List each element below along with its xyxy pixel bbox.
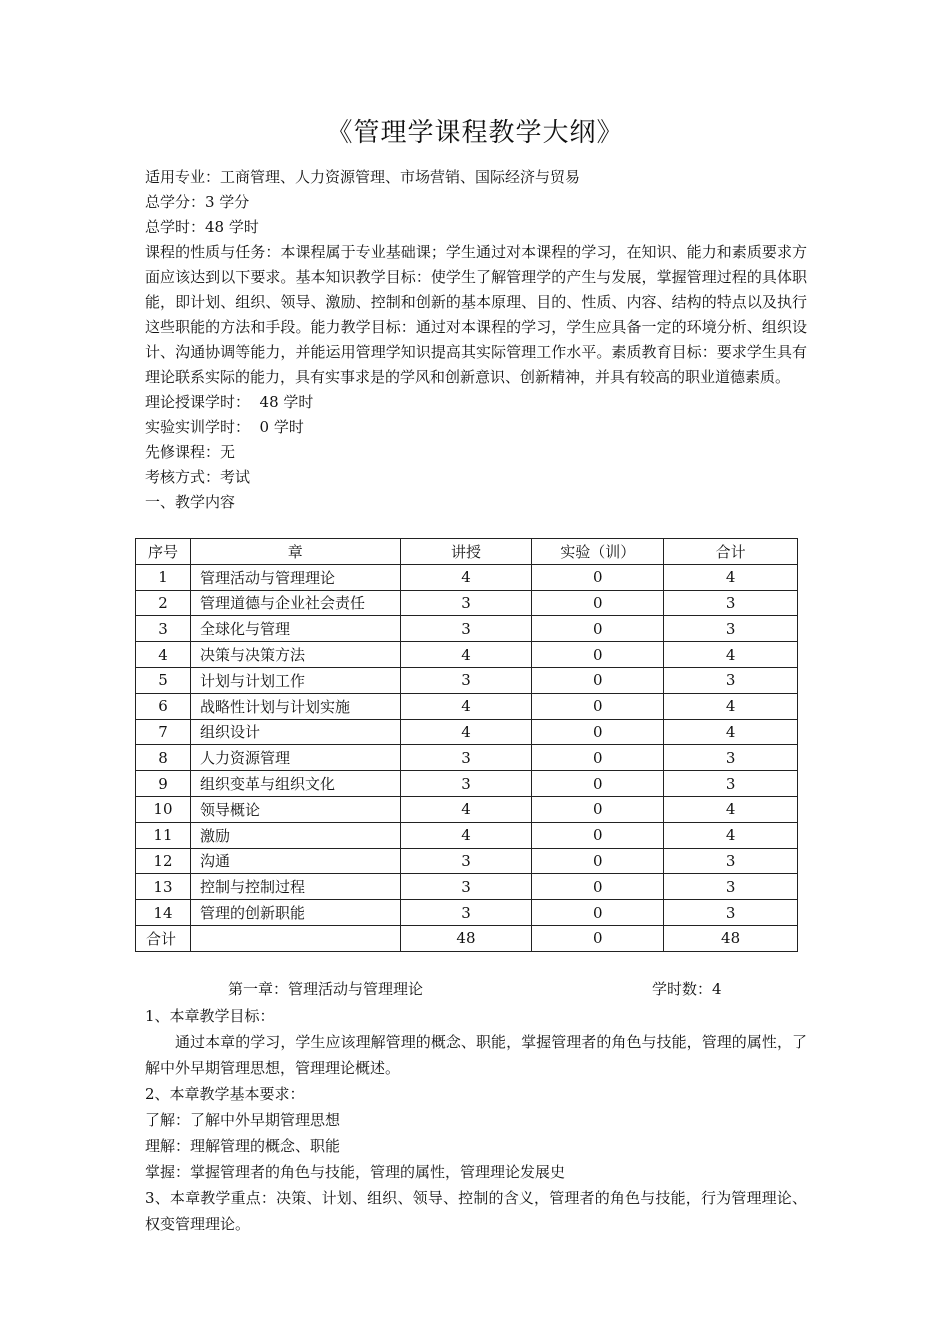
requirement-master: 掌握：掌握管理者的角色与技能，管理的属性，管理理论发展史 [145,1163,566,1181]
row-lab: 0 [532,564,664,590]
table-row [136,848,798,874]
table-total-row [136,925,798,951]
row-index: 4 [136,642,191,668]
row-total: 3 [664,874,798,900]
row-index: 1 [136,564,191,590]
row-chapter: 全球化与管理 [190,616,400,642]
row-lecture: 3 [400,848,532,874]
table-row [136,771,798,797]
table-row [136,642,798,668]
row-total: 4 [664,642,798,668]
row-lab: 0 [532,642,664,668]
row-lecture: 3 [400,771,532,797]
requirement-understand: 理解：理解管理的概念、职能 [145,1137,341,1155]
row-lecture: 3 [400,590,532,616]
row-chapter: 计划与计划工作 [190,667,400,693]
row-total: 4 [664,693,798,719]
table-row [136,719,798,745]
row-index: 10 [136,796,191,822]
row-lecture: 3 [400,745,532,771]
table-row [136,745,798,771]
row-total: 3 [664,900,798,926]
row-lab: 0 [532,796,664,822]
syllabus-table [135,538,798,952]
row-total: 4 [664,796,798,822]
table-row [136,822,798,848]
row-index: 13 [136,874,191,900]
row-index: 7 [136,719,191,745]
row-index: 2 [136,590,191,616]
table-row [136,667,798,693]
row-lecture: 4 [400,719,532,745]
goal-text: 通过本章的学习，学生应该理解管理的概念、职能，掌握管理者的角色与技能，管理的属性，了解中外早期管理思想，管理理论概述。 [145,1033,807,1077]
row-total: 3 [664,745,798,771]
row-lab: 0 [532,693,664,719]
row-chapter: 人力资源管理 [190,745,400,771]
row-index: 12 [136,848,191,874]
prerequisite: 先修课程：无 [145,443,236,461]
chapter-content [145,1003,807,1237]
row-lab: 0 [532,822,664,848]
applicable-major: 适用专业：工商管理、人力资源管理、市场营销、国际经济与贸易 [145,168,581,186]
row-lecture: 3 [400,667,532,693]
row-index: 8 [136,745,191,771]
table-row [136,874,798,900]
total-label: 合计 [136,925,191,951]
row-lab: 0 [532,719,664,745]
requirement-know: 了解：了解中外早期管理思想 [145,1111,341,1129]
row-lab: 0 [532,616,664,642]
row-chapter: 管理道德与企业社会责任 [190,590,400,616]
course-nature: 课程的性质与任务：本课程属于专业基础课；学生通过对本课程的学习，在知识、能力和素质要求方面应该达到以下要求。基本知识教学目标：使学生了解管理学的产生与发展，掌握管理过程的具体职能，即计划、组织、领导、激励、控制和创新的基本原理、目的、性质、内容、结构的特点以及执行这些职能的方法和手段。能力教学目标：通过对本课程的学习，学生应具备一定的环境分析、组织设计、沟通协调等能力，并能运用管理学知识提高其实际管理工作水平。素质教育目标：要求学生具有理论联系实际的能力，具有实事求是的学风和创新意识、创新精神，并具有较高的职业道德素质。 [145,243,807,386]
theory-hours: 理论授课学时： 48 学时 [145,393,314,411]
row-lab: 0 [532,900,664,926]
row-chapter: 管理活动与管理理论 [190,564,400,590]
row-chapter: 战略性计划与计划实施 [190,693,400,719]
row-chapter: 决策与决策方法 [190,642,400,668]
row-index: 3 [136,616,191,642]
requirements-heading: 2、本章教学基本要求： [145,1085,305,1103]
row-lecture: 4 [400,822,532,848]
total-lecture: 48 [400,925,532,951]
row-lab: 0 [532,874,664,900]
total-sum: 48 [664,925,798,951]
row-chapter: 管理的创新职能 [190,900,400,926]
row-lecture: 3 [400,616,532,642]
row-total: 3 [664,848,798,874]
total-lab: 0 [532,925,664,951]
row-index: 11 [136,822,191,848]
row-total: 4 [664,564,798,590]
row-chapter: 组织设计 [190,719,400,745]
row-chapter: 领导概论 [190,796,400,822]
row-lecture: 4 [400,642,532,668]
row-total: 4 [664,719,798,745]
row-lecture: 4 [400,796,532,822]
row-total: 4 [664,822,798,848]
assessment-method: 考核方式：考试 [145,468,251,486]
row-chapter: 组织变革与组织文化 [190,771,400,797]
row-lecture: 4 [400,564,532,590]
row-lecture: 4 [400,693,532,719]
row-lab: 0 [532,667,664,693]
table-row [136,693,798,719]
table-row [136,900,798,926]
chapter-title: 第一章：管理活动与管理理论 [228,980,424,998]
table-body [136,564,798,925]
row-lab: 0 [532,848,664,874]
col-header-chapter: 章 [190,539,400,565]
row-total: 3 [664,771,798,797]
col-header-lecture: 讲授 [400,539,532,565]
row-chapter: 激励 [190,822,400,848]
total-hours: 总学时：48 学时 [145,218,259,236]
key-points: 3、本章教学重点：决策、计划、组织、领导、控制的含义，管理者的角色与技能，行为管理理论、权变管理理论。 [145,1189,807,1233]
total-credits: 总学分：3 学分 [145,193,250,211]
table-row [136,564,798,590]
col-header-index: 序号 [136,539,191,565]
row-index: 14 [136,900,191,926]
row-total: 3 [664,667,798,693]
row-lecture: 3 [400,874,532,900]
row-lab: 0 [532,745,664,771]
table-row [136,796,798,822]
row-total: 3 [664,590,798,616]
row-lecture: 3 [400,900,532,926]
row-chapter: 沟通 [190,848,400,874]
row-index: 6 [136,693,191,719]
row-lab: 0 [532,771,664,797]
row-index: 9 [136,771,191,797]
goal-heading: 1、本章教学目标： [145,1007,275,1025]
document-title: 《管理学课程教学大纲》 [326,118,624,148]
table-header-row [136,539,798,565]
row-total: 3 [664,616,798,642]
table-row [136,590,798,616]
total-chapter-cell [190,925,400,951]
col-header-total: 合计 [664,539,798,565]
row-index: 5 [136,667,191,693]
col-header-lab: 实验（训） [532,539,664,565]
course-info [145,165,807,515]
row-lab: 0 [532,590,664,616]
table-row [136,616,798,642]
chapter-hours: 学时数：4 [652,980,722,998]
row-chapter: 控制与控制过程 [190,874,400,900]
lab-hours: 实验实训学时： 0 学时 [145,418,304,436]
section-heading-content: 一、教学内容 [145,493,236,511]
